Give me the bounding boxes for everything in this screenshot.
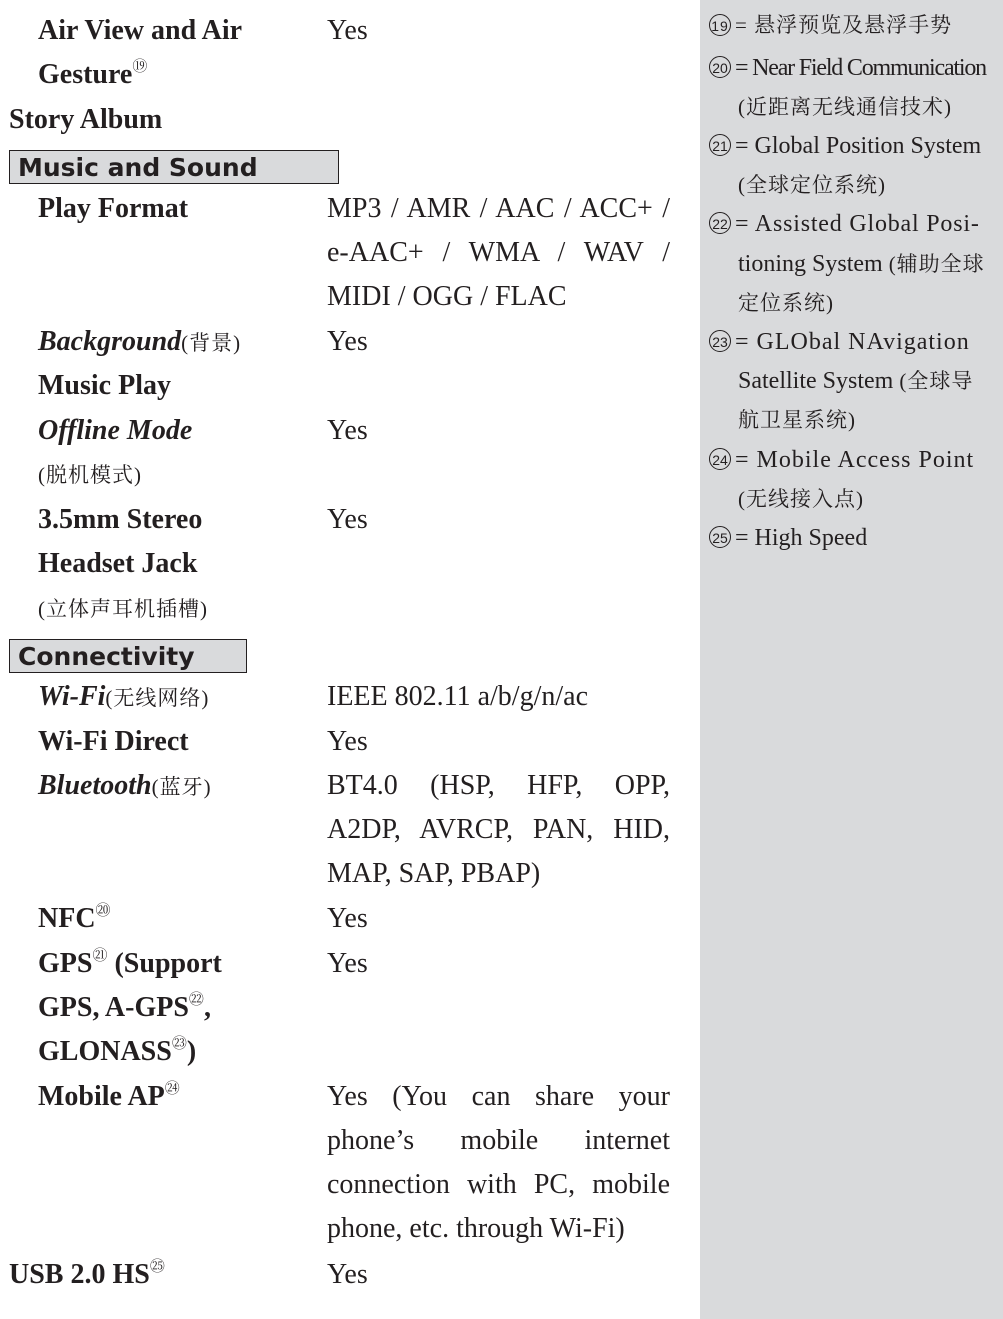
offline-mode-zh: (脱机模式) [38,463,142,487]
wifi-label: Wi-Fi(无线网络) [38,681,210,712]
glossary-23-zh: 航卫星系统) [738,408,856,432]
footnote-ref-22: ㉒ [188,992,204,1008]
headset-jack-label-cont: Headset Jack [38,548,198,579]
footnote-ref-20: ⑳ [95,903,111,919]
footnote-number-20: 20 [709,56,731,78]
air-view-label: Air View and Air [38,15,243,46]
gps-value: Yes [327,948,368,979]
gps-label-cont2: $GLONASS^㉓$) [38,1036,197,1067]
nfc-value: Yes [327,903,368,934]
usb-value: Yes [327,1259,368,1290]
play-format-label: Play Format [38,193,189,224]
glossary-23: 23 = GLObal NAvigation [709,323,970,362]
wifi-value: IEEE 802.11 a/b/g/n/ac [327,681,588,712]
air-view-label-cont: Gesture⑲ [38,59,148,90]
bluetooth-label: Bluetooth(蓝牙) [38,770,212,801]
air-view-value: Yes [327,15,368,46]
section-header-connectivity: Connectivity [9,639,247,673]
wifi-direct-value: Yes [327,726,368,757]
headset-jack-zh: (立体声耳机插槽) [38,597,208,621]
footnote-number-22: 22 [709,212,731,234]
glossary-23-cont: Satellite System (全球导 [738,368,974,394]
play-format-value: MP3 / AMR / AAC / ACC+ / e-AAC+ / WMA / WAV / MIDI / OGG / FLAC [327,193,670,312]
glossary-24: 24 = Mobile Access Point [709,441,974,480]
glossary-25: 25 = High Speed [709,519,867,558]
headset-jack-label: 3.5mm Stereo [38,504,203,535]
nfc-label: NFC⑳ [38,903,111,934]
glossary-20: 20 = Near Field Communication [709,49,986,88]
gps-label-cont: GPS, $A-GPS^㉒$, [38,992,211,1023]
footnote-number-24: 24 [709,448,731,470]
headset-jack-value: Yes [327,504,368,535]
background-music-value: Yes [327,326,368,357]
glossary-22: 22 = Assisted Global Posi- [709,205,980,244]
footnote-ref-23: ㉓ [171,1036,187,1052]
footnote-ref-25: ㉕ [149,1259,165,1275]
glossary-22-zh: 定位系统) [738,291,834,315]
offline-mode-label: Offline Mode [38,415,193,446]
glossary-24-zh: (无线接入点) [738,487,864,511]
offline-mode-value: Yes [327,415,368,446]
footnote-ref-19: ⑲ [132,59,148,75]
footnote-number-25: 25 [709,526,731,548]
footnote-number-19: 19 [709,14,731,36]
bluetooth-value: BT4.0 (HSP, HFP, OPP, A2DP, AVRCP, PAN, HID, MAP, SAP, PBAP) [327,770,670,889]
glossary-21: 21 = Global Position System [709,127,981,166]
glossary-21-zh: (全球定位系统) [738,173,886,197]
footnote-number-23: 23 [709,330,731,352]
wifi-direct-label: Wi-Fi Direct [38,726,189,757]
footnote-ref-24: ㉔ [164,1081,180,1097]
glossary-19: 19 = 悬浮预览及悬浮手势 [709,6,952,45]
footnote-number-21: 21 [709,134,731,156]
section-header-music: Music and Sound [9,150,339,184]
usb-label: USB 2.0 $HS^㉕$ [9,1259,165,1290]
glossary-20-zh: (近距离无线通信技术) [738,95,952,119]
story-album-label: Story Album [9,104,163,135]
glossary-22-cont: tioning System (辅助全球 [738,251,985,277]
mobile-ap-label: Mobile $AP^㉔$ [38,1081,180,1112]
background-music-label: Background(背景) [38,326,242,357]
footnote-ref-21: ㉑ [92,948,108,964]
background-music-label-cont: Music Play [38,370,171,401]
gps-label: $GPS^㉑$ (Support [38,948,222,979]
mobile-ap-value: Yes (You can share your phone’s mobile internet connection with PC, mobile phone, etc. through Wi-Fi) [327,1081,670,1244]
